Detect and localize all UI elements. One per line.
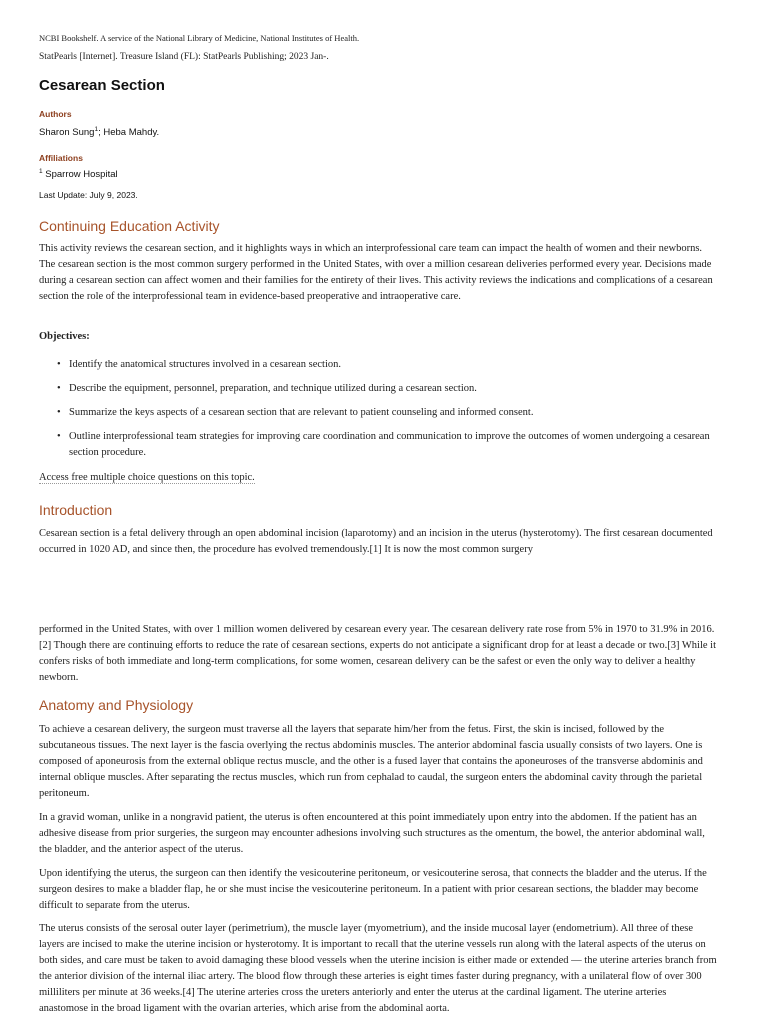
objectives-label: Objectives: [39,331,90,342]
objective-item: • Summarize the keys aspects of a cesarean section that are relevant to patient counseling and informed consent. [57,405,717,421]
last-update: Last Update: July 9, 2023. [39,190,138,200]
access-questions-link[interactable]: Access free multiple choice questions on this topic. [39,472,255,483]
introduction-paragraph-1: Cesarean section is a fetal delivery through an open abdominal incision (laparotomy) and an incision in the uterus (hysterotomy). The first cesarean documented occurred in 1020 AD, and since then, the procedure has evolved tremendously.[1] It is now the most common surgery [39,528,713,555]
anatomy-paragraph-4: The uterus consists of the serosal outer layer (perimetrium), the muscle layer (myometrium), and the inside mucosal layer (endometrium). All three of these layers are incised to make the uterine incision or hysterotomy. It is important to recall that the uterine vessels run along with the lateral aspects of the uterus on both sides, and care must be taken to avoid damaging these blood vessels when the uterine incision is either made or extended — the uterine arteries branch from the anterior division of the internal iliac artery. The blood flow through these arteries is eight times faster during pregnancy, with a unilateral flow of over 300 milliliters per minute at 36 weeks.[4] The uterine arteries cross the ureters anteriorly and enter the uterus at the cardinal ligament. The uterine arteries anastomose in the broad ligament with the ovarian arteries, which arise from the abdominal aorta. [39,923,717,1014]
citation: StatPearls [Internet]. Treasure Island (FL): StatPearls Publishing; 2023 Jan-. [39,52,329,62]
access-questions-line [39,472,717,483]
section-heading-introduction: Introduction [39,502,113,518]
introduction-paragraph-2: performed in the United States, with over 1 million women delivered by cesarean every year. The cesarean delivery rate rose from 5% in 1970 to 31.9% in 2016.[2] Though there are continuing efforts to reduce the rate of cesarean sections, experts do not anticipate a significant drop for at least a decade or two.[3] While it confers risks of both immediate and long-term complications, for some women, cesarean delivery can be the safest or even the only way to deliver a healthy newborn. [39,624,716,683]
authors-line [39,127,717,138]
authors-label[interactable]: Authors [39,109,72,119]
section-heading-anatomy: Anatomy and Physiology [39,697,194,713]
bookshelf-notice: NCBI Bookshelf. A service of the National Library of Medicine, National Institutes of Health. [39,33,360,43]
affiliation-line [39,169,717,180]
author-affiliation-sup: 1 [94,126,99,133]
objective-item: • Outline interprofessional team strategies for improving care coordination and communication to improve the outcomes of women undergoing a cesarean section procedure. [57,429,717,461]
page-title: Cesarean Section [39,77,165,94]
continuing-education-paragraph: This activity reviews the cesarean section, and it highlights ways in which an interprofessional care team can impact the health of women and their newborns. The cesarean section is the most common surgery performed in the United States, with over a million cesarean deliveries performed every year. Decisions made during a cesarean section can affect women and their families for the entirety of their lives. This activity reviews the indications and complications of a cesarean section the role of the interprofessional team in evidence-based preoperative and intraoperative care. [39,243,713,302]
affiliation-name: Sparrow Hospital [42,169,118,180]
author-heba-mahdy[interactable]: Heba Mahdy. [103,127,160,138]
objectives-list [57,357,717,469]
objective-item: • Describe the equipment, personnel, preparation, and technique utilized during a cesarean section. [57,381,717,397]
affiliations-label[interactable]: Affiliations [39,153,83,163]
author-sharon-sung[interactable]: Sharon Sung [39,127,95,138]
anatomy-paragraph-1: To achieve a cesarean delivery, the surgeon must traverse all the layers that separate him/her from the fetus. First, the skin is incised, followed by the subcutaneous tissues. The next layer is the fascia overlying the rectus abdominis muscles. The anterior abdominal fascia usually consists of two layers. One is composed of aponeurosis from the external oblique rectus muscle, and the other is a fused layer that contains the aponeuroses of the transverse abdominis and internal oblique muscles. After separating the rectus muscles, which run from cephalad to caudal, the surgeon enters the abdominal cavity through the parietal peritoneum. [39,724,703,799]
anatomy-paragraph-2: In a gravid woman, unlike in a nongravid patient, the uterus is often encountered at this point immediately upon entry into the abdomen. If the patient has an adhesive disease from prior surgeries, the surgeon may encounter adhesions involving such structures as the omentum, the bowel, the anterior abdominal wall, the bladder, and the anterior aspect of the uterus. [39,812,705,855]
section-heading-continuing-education: Continuing Education Activity [39,218,220,234]
affiliation-sup: 1 [39,168,43,175]
objective-item: • Identify the anatomical structures involved in a cesarean section. [57,357,717,373]
author-separator: ; [98,127,104,138]
anatomy-paragraph-3: Upon identifying the uterus, the surgeon can then identify the vesicouterine peritoneum, or vesicouterine serosa, that connects the bladder and the uterus. If the surgeon desires to make a bladder flap, he or she must incise the vesicouterine peritoneum. In a patient with prior cesarean sections, the bladder may become difficult to separate from the uterus. [39,868,707,911]
